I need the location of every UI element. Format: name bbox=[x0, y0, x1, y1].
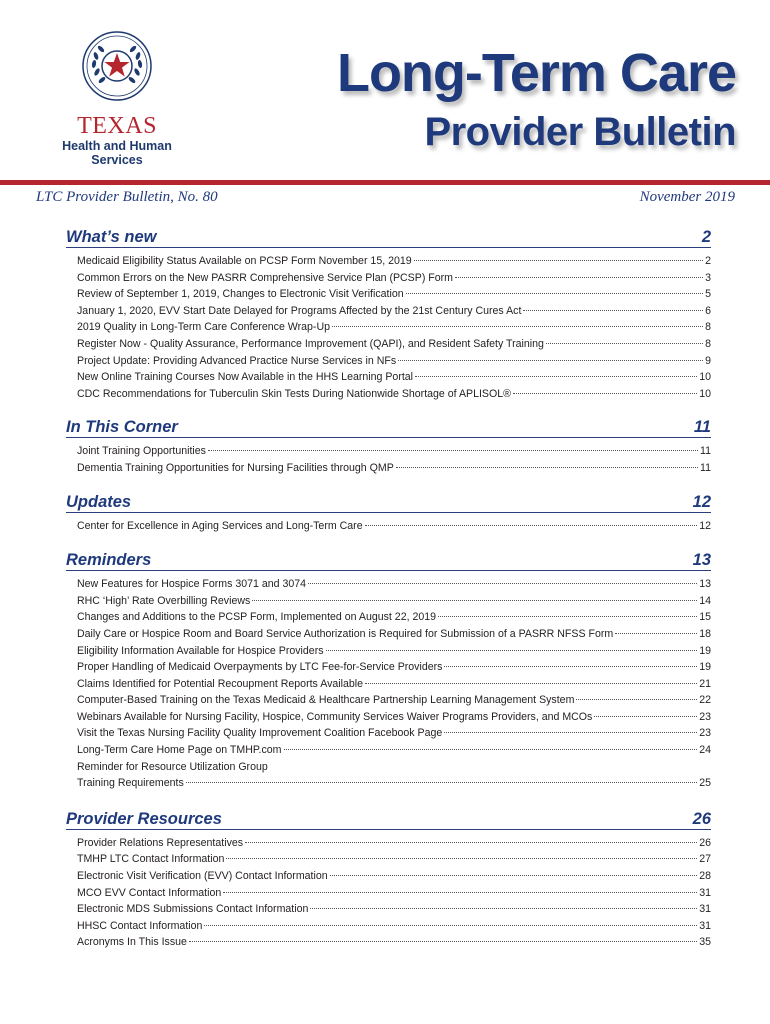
toc-entry[interactable] bbox=[77, 353, 711, 370]
page-title: Long-Term Care bbox=[336, 43, 736, 103]
masthead bbox=[0, 0, 770, 182]
entry-title: Electronic Visit Verification (EVV) Contact Information bbox=[77, 870, 328, 883]
section-header[interactable] bbox=[66, 225, 711, 248]
spacer bbox=[66, 402, 711, 415]
dot-leader bbox=[415, 376, 697, 377]
section-entries bbox=[66, 576, 711, 792]
toc-entry[interactable] bbox=[77, 885, 711, 902]
section-page[interactable]: 11 bbox=[693, 418, 711, 437]
dot-leader bbox=[284, 749, 698, 750]
page-subtitle: Provider Bulletin bbox=[424, 110, 736, 154]
table-of-contents bbox=[66, 225, 711, 951]
entry-title: 2019 Quality in Long-Term Care Conference Wrap-Up bbox=[77, 321, 330, 334]
logo-line-1: Health and Human bbox=[62, 139, 172, 153]
entry-title: CDC Recommendations for Tuberculin Skin Tests During Nationwide Shortage of APLISOL® bbox=[77, 387, 511, 400]
section-title[interactable]: Provider Resources bbox=[66, 809, 222, 828]
toc-entry[interactable] bbox=[77, 692, 711, 709]
entry-page: 13 bbox=[699, 578, 711, 591]
entry-title: Common Errors on the New PASRR Comprehensive Service Plan (PCSP) Form bbox=[77, 271, 454, 284]
entry-title: Long-Term Care Home Page on TMHP.com bbox=[77, 744, 282, 757]
toc-entry[interactable] bbox=[77, 253, 711, 270]
dot-leader bbox=[365, 683, 697, 684]
entry-title: Center for Excellence in Aging Services and Long-Term Care bbox=[77, 519, 363, 532]
toc-section-updates bbox=[66, 490, 711, 535]
toc-entry[interactable] bbox=[77, 725, 711, 742]
entry-title: Register Now - Quality Assurance, Performance Improvement (QAPI), and Resident Safety Training bbox=[77, 337, 544, 350]
entry-page: 9 bbox=[705, 354, 711, 367]
toc-entry[interactable] bbox=[77, 386, 711, 403]
dot-leader bbox=[330, 875, 698, 876]
section-title[interactable]: Updates bbox=[66, 492, 132, 511]
section-title[interactable]: In This Corner bbox=[66, 418, 178, 437]
dot-leader bbox=[576, 699, 697, 700]
toc-entry[interactable] bbox=[77, 835, 711, 852]
entry-title: HHSC Contact Information bbox=[77, 919, 203, 932]
dot-leader bbox=[245, 842, 697, 843]
toc-entry[interactable] bbox=[77, 626, 711, 643]
entry-title: RHC ‘High’ Rate Overbilling Reviews bbox=[77, 594, 251, 607]
toc-entry[interactable] bbox=[77, 609, 711, 626]
issue-date: November 2019 bbox=[639, 189, 735, 205]
section-title[interactable]: Reminders bbox=[66, 551, 152, 570]
entry-title: Training Requirements bbox=[77, 777, 184, 790]
section-entries bbox=[66, 253, 711, 402]
entry-page: 31 bbox=[699, 886, 711, 899]
issue-number: LTC Provider Bulletin, No. 80 bbox=[36, 189, 218, 205]
toc-section-reminders bbox=[66, 548, 711, 792]
toc-entry[interactable] bbox=[77, 918, 711, 935]
entry-page: 23 bbox=[699, 710, 711, 723]
spacer bbox=[66, 792, 711, 807]
toc-entry[interactable] bbox=[77, 676, 711, 693]
dot-leader bbox=[332, 326, 703, 327]
dot-leader bbox=[308, 583, 697, 584]
entry-page: 6 bbox=[705, 304, 711, 317]
dot-leader bbox=[438, 616, 697, 617]
entry-page: 21 bbox=[699, 677, 711, 690]
toc-entry[interactable] bbox=[77, 643, 711, 660]
dot-leader bbox=[186, 782, 697, 783]
toc-entry[interactable] bbox=[77, 336, 711, 353]
logo-wordmark: TEXAS bbox=[77, 113, 157, 139]
section-entries bbox=[66, 835, 711, 951]
dot-leader bbox=[444, 666, 697, 667]
entry-page: 10 bbox=[699, 387, 711, 400]
entry-page: 8 bbox=[705, 321, 711, 334]
dot-leader bbox=[406, 293, 703, 294]
entry-page: 19 bbox=[699, 661, 711, 674]
toc-section-in-this-corner bbox=[66, 415, 711, 476]
dot-leader bbox=[444, 732, 697, 733]
entry-page: 18 bbox=[699, 627, 711, 640]
dot-leader bbox=[204, 925, 697, 926]
entry-title: Webinars Available for Nursing Facility, Hospice, Community Services Waiver Programs Providers, and MCOs bbox=[77, 710, 593, 723]
entry-title: Electronic MDS Submissions Contact Information bbox=[77, 903, 309, 916]
section-entries bbox=[66, 518, 711, 535]
entry-page: 8 bbox=[705, 337, 711, 350]
entry-page: 12 bbox=[699, 519, 711, 532]
toc-entry[interactable] bbox=[77, 369, 711, 386]
logo-agency-name bbox=[62, 139, 172, 167]
toc-entry[interactable] bbox=[77, 934, 711, 951]
entry-page: 28 bbox=[699, 870, 711, 883]
dot-leader bbox=[223, 892, 697, 893]
spacer bbox=[66, 477, 711, 490]
section-page[interactable]: 12 bbox=[692, 492, 711, 511]
entry-page: 11 bbox=[700, 461, 711, 474]
section-entries bbox=[66, 443, 711, 476]
entry-title: Eligibility Information Available for Hospice Providers bbox=[77, 644, 324, 657]
dot-leader bbox=[455, 277, 703, 278]
entry-title: Provider Relations Representatives bbox=[77, 836, 244, 849]
dot-leader bbox=[226, 858, 697, 859]
toc-entry[interactable] bbox=[77, 319, 711, 336]
entry-title: TMHP LTC Contact Information bbox=[77, 853, 225, 866]
entry-title: Review of September 1, 2019, Changes to Electronic Visit Verification bbox=[77, 288, 404, 301]
entry-page: 31 bbox=[699, 919, 711, 932]
dot-leader bbox=[326, 650, 698, 651]
entry-page: 27 bbox=[699, 853, 711, 866]
entry-title: New Online Training Courses Now Available in the HHS Learning Portal bbox=[77, 371, 414, 384]
texas-seal-icon bbox=[81, 30, 153, 102]
spacer bbox=[66, 534, 711, 548]
section-page[interactable]: 26 bbox=[692, 809, 711, 828]
entry-page: 26 bbox=[699, 836, 711, 849]
dot-leader bbox=[396, 467, 698, 468]
entry-page: 24 bbox=[699, 744, 711, 757]
entry-title: Daily Care or Hospice Room and Board Service Authorization is Required for Submission of a PASRR NFSS Form bbox=[77, 627, 614, 640]
toc-section-whats-new bbox=[66, 225, 711, 402]
entry-title: Computer-Based Training on the Texas Medicaid & Healthcare Partnership Learning Management System bbox=[77, 694, 575, 707]
entry-page: 31 bbox=[699, 903, 711, 916]
entry-title: Dementia Training Opportunities for Nursing Facilities through QMP bbox=[77, 461, 394, 474]
toc-entry[interactable] bbox=[77, 775, 711, 792]
toc-entry[interactable] bbox=[77, 460, 711, 477]
toc-section-provider-resources bbox=[66, 807, 711, 951]
entry-title: Changes and Additions to the PCSP Form, Implemented on August 22, 2019 bbox=[77, 611, 437, 624]
entry-page: 15 bbox=[699, 611, 711, 624]
toc-entry[interactable] bbox=[77, 303, 711, 320]
dot-leader bbox=[310, 908, 697, 909]
entry-page: 23 bbox=[699, 727, 711, 740]
toc-entry[interactable] bbox=[77, 868, 711, 885]
section-header[interactable] bbox=[66, 415, 711, 438]
toc-entry[interactable] bbox=[77, 576, 711, 593]
entry-title: Joint Training Opportunities bbox=[77, 445, 206, 458]
entry-page: 14 bbox=[699, 594, 711, 607]
entry-title: Medicaid Eligibility Status Available on PCSP Form November 15, 2019 bbox=[77, 255, 412, 267]
section-header[interactable] bbox=[66, 490, 711, 513]
dot-leader bbox=[252, 600, 697, 601]
entry-title: January 1, 2020, EVV Start Date Delayed for Programs Affected by the 21st Century Cures Act bbox=[77, 304, 522, 317]
dot-leader bbox=[594, 716, 697, 717]
dot-leader bbox=[365, 525, 698, 526]
dot-leader bbox=[513, 393, 697, 394]
entry-page: 25 bbox=[699, 777, 711, 790]
entry-page: 2 bbox=[705, 255, 711, 267]
section-header[interactable] bbox=[66, 807, 711, 830]
entry-title: Acronyms In This Issue bbox=[77, 936, 187, 949]
dot-leader bbox=[615, 633, 697, 634]
section-title[interactable]: What’s new bbox=[66, 228, 157, 246]
toc-entry[interactable] bbox=[77, 851, 711, 868]
dot-leader bbox=[398, 360, 703, 361]
dot-leader bbox=[414, 260, 703, 261]
section-page[interactable]: 2 bbox=[701, 228, 711, 246]
toc-entry-line-1[interactable]: Reminder for Resource Utilization Group bbox=[77, 760, 268, 773]
section-header[interactable] bbox=[66, 548, 711, 571]
entry-title: Visit the Texas Nursing Facility Quality Improvement Coalition Facebook Page bbox=[77, 727, 443, 740]
entry-title: New Features for Hospice Forms 3071 and 3074 bbox=[77, 578, 307, 591]
section-page[interactable]: 13 bbox=[692, 551, 711, 570]
entry-page: 35 bbox=[699, 936, 711, 949]
entry-page: 22 bbox=[699, 694, 711, 707]
entry-title: Project Update: Providing Advanced Practice Nurse Services in NFs bbox=[77, 354, 397, 367]
toc-entry[interactable] bbox=[77, 270, 711, 287]
entry-page: 10 bbox=[699, 371, 711, 384]
entry-page: 19 bbox=[699, 644, 711, 657]
entry-title: Proper Handling of Medicaid Overpayments by LTC Fee-for-Service Providers bbox=[77, 661, 443, 674]
dot-leader bbox=[546, 343, 703, 344]
entry-page: 3 bbox=[705, 271, 711, 284]
entry-page: 5 bbox=[705, 288, 711, 301]
header-divider bbox=[0, 180, 770, 185]
entry-title: MCO EVV Contact Information bbox=[77, 886, 222, 899]
dot-leader bbox=[523, 310, 703, 311]
toc-entry[interactable] bbox=[77, 742, 711, 759]
toc-entry[interactable] bbox=[77, 286, 711, 303]
dot-leader bbox=[189, 941, 697, 942]
toc-entry[interactable] bbox=[77, 901, 711, 918]
dot-leader bbox=[208, 450, 698, 451]
entry-title: Claims Identified for Potential Recoupment Reports Available bbox=[77, 677, 363, 690]
toc-entry[interactable] bbox=[77, 593, 711, 610]
toc-entry[interactable] bbox=[77, 443, 711, 460]
toc-entry[interactable] bbox=[77, 518, 711, 535]
toc-entry[interactable] bbox=[77, 709, 711, 726]
logo-line-2: Services bbox=[91, 153, 143, 167]
entry-page: 11 bbox=[700, 445, 711, 458]
toc-entry[interactable] bbox=[77, 659, 711, 676]
